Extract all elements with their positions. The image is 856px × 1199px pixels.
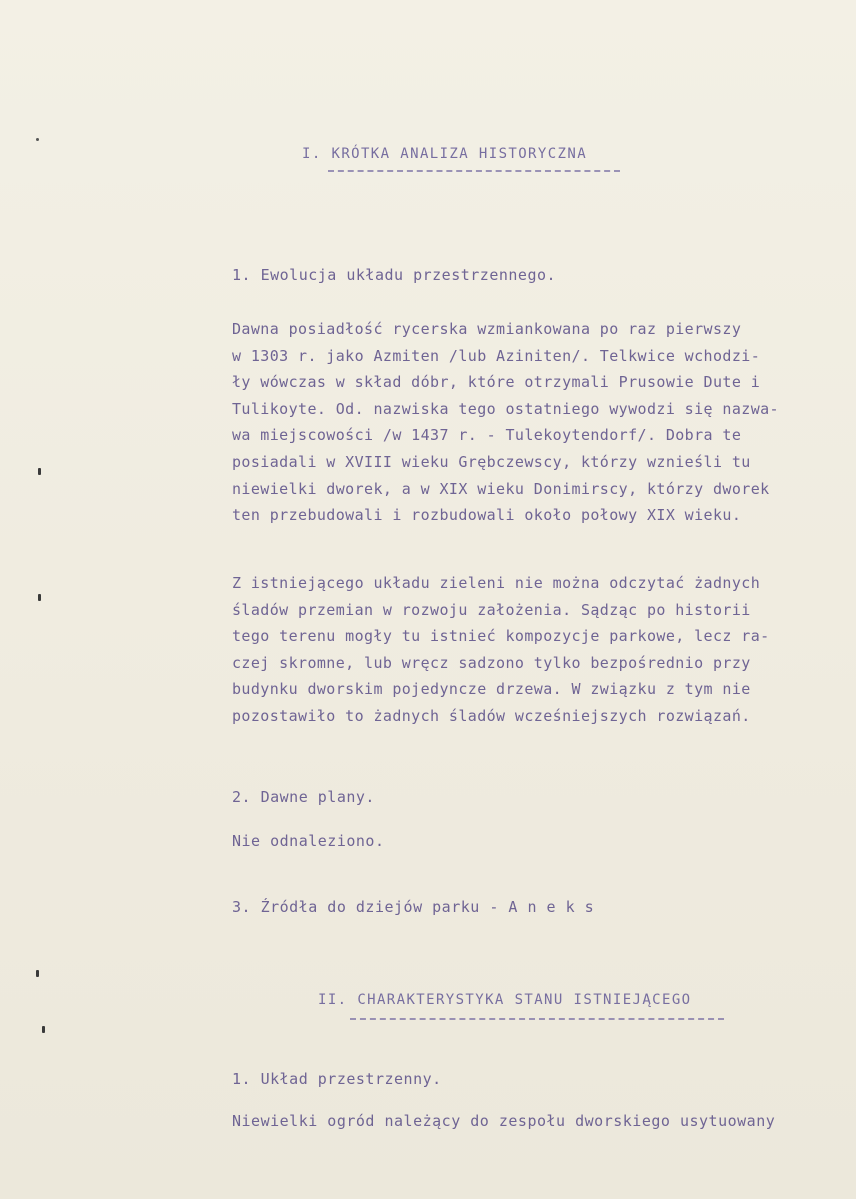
paragraph-line: niewielki dworek, a w XIX wieku Donimirscy, którzy dworek — [232, 479, 770, 498]
paragraph-line: Z istniejącego układu zieleni nie można odczytać żadnych — [232, 574, 761, 592]
paragraph-line: w 1303 r. jako Azmiten /lub Aziniten/. Telkwice wchodzi- — [232, 346, 761, 365]
paragraph-line: pozostawiło to żadnych śladów wcześniejszych rozwiązań. — [232, 706, 751, 725]
paragraph-line: czej skromne, lub wręcz sadzono tylko bezpośrednio przy — [232, 653, 751, 672]
margin-mark — [42, 1026, 45, 1033]
paragraph-2 — [232, 570, 812, 730]
section-1-title: I. KRÓTKA ANALIZA HISTORYCZNA — [302, 146, 588, 162]
subsection-1-heading: 1. Ewolucja układu przestrzennego. — [232, 266, 557, 284]
section-2-underline — [350, 1018, 724, 1020]
section-2-subsection-1-text: Niewielki ogród należący do zespołu dworskiego usytuowany — [232, 1112, 776, 1130]
margin-mark — [38, 468, 41, 475]
paragraph-1 — [232, 316, 812, 529]
paragraph-line: ły wówczas w skład dóbr, które otrzymali Prusowie Dute i — [232, 373, 761, 392]
paragraph-line: posiadali w XVIII wieku Grębczewscy, którzy wznieśli tu — [232, 452, 751, 471]
section-2-title: II. CHARAKTERYSTYKA STANU ISTNIEJĄCEGO — [318, 992, 692, 1008]
paragraph-line: ten przebudowali i rozbudowali około połowy XIX wieku. — [232, 506, 742, 525]
paragraph-line: śladów przemian w rozwoju założenia. Sądząc po historii — [232, 600, 751, 619]
margin-mark — [36, 138, 39, 141]
section-1-underline — [328, 170, 620, 172]
subsection-2-heading: 2. Dawne plany. — [232, 788, 375, 806]
paragraph-line: wa miejscowości /w 1437 r. - Tulekoytendorf/. Dobra te — [232, 426, 742, 445]
margin-mark — [36, 970, 39, 977]
paragraph-line: Dawna posiadłość rycerska wzmiankowana po raz pierwszy — [232, 320, 742, 338]
paragraph-line: budynku dworskim pojedyncze drzewa. W związku z tym nie — [232, 680, 751, 699]
subsection-2-text: Nie odnaleziono. — [232, 832, 385, 850]
section-2-subsection-1-heading: 1. Układ przestrzenny. — [232, 1070, 442, 1088]
margin-mark — [38, 594, 41, 601]
paragraph-line: tego terenu mogły tu istnieć kompozycje parkowe, lecz ra- — [232, 627, 770, 646]
subsection-3-heading: 3. Źródła do dziejów parku - A n e k s — [232, 898, 595, 916]
paragraph-line: Tulikoyte. Od. nazwiska tego ostatniego wywodzi się nazwa- — [232, 399, 779, 418]
